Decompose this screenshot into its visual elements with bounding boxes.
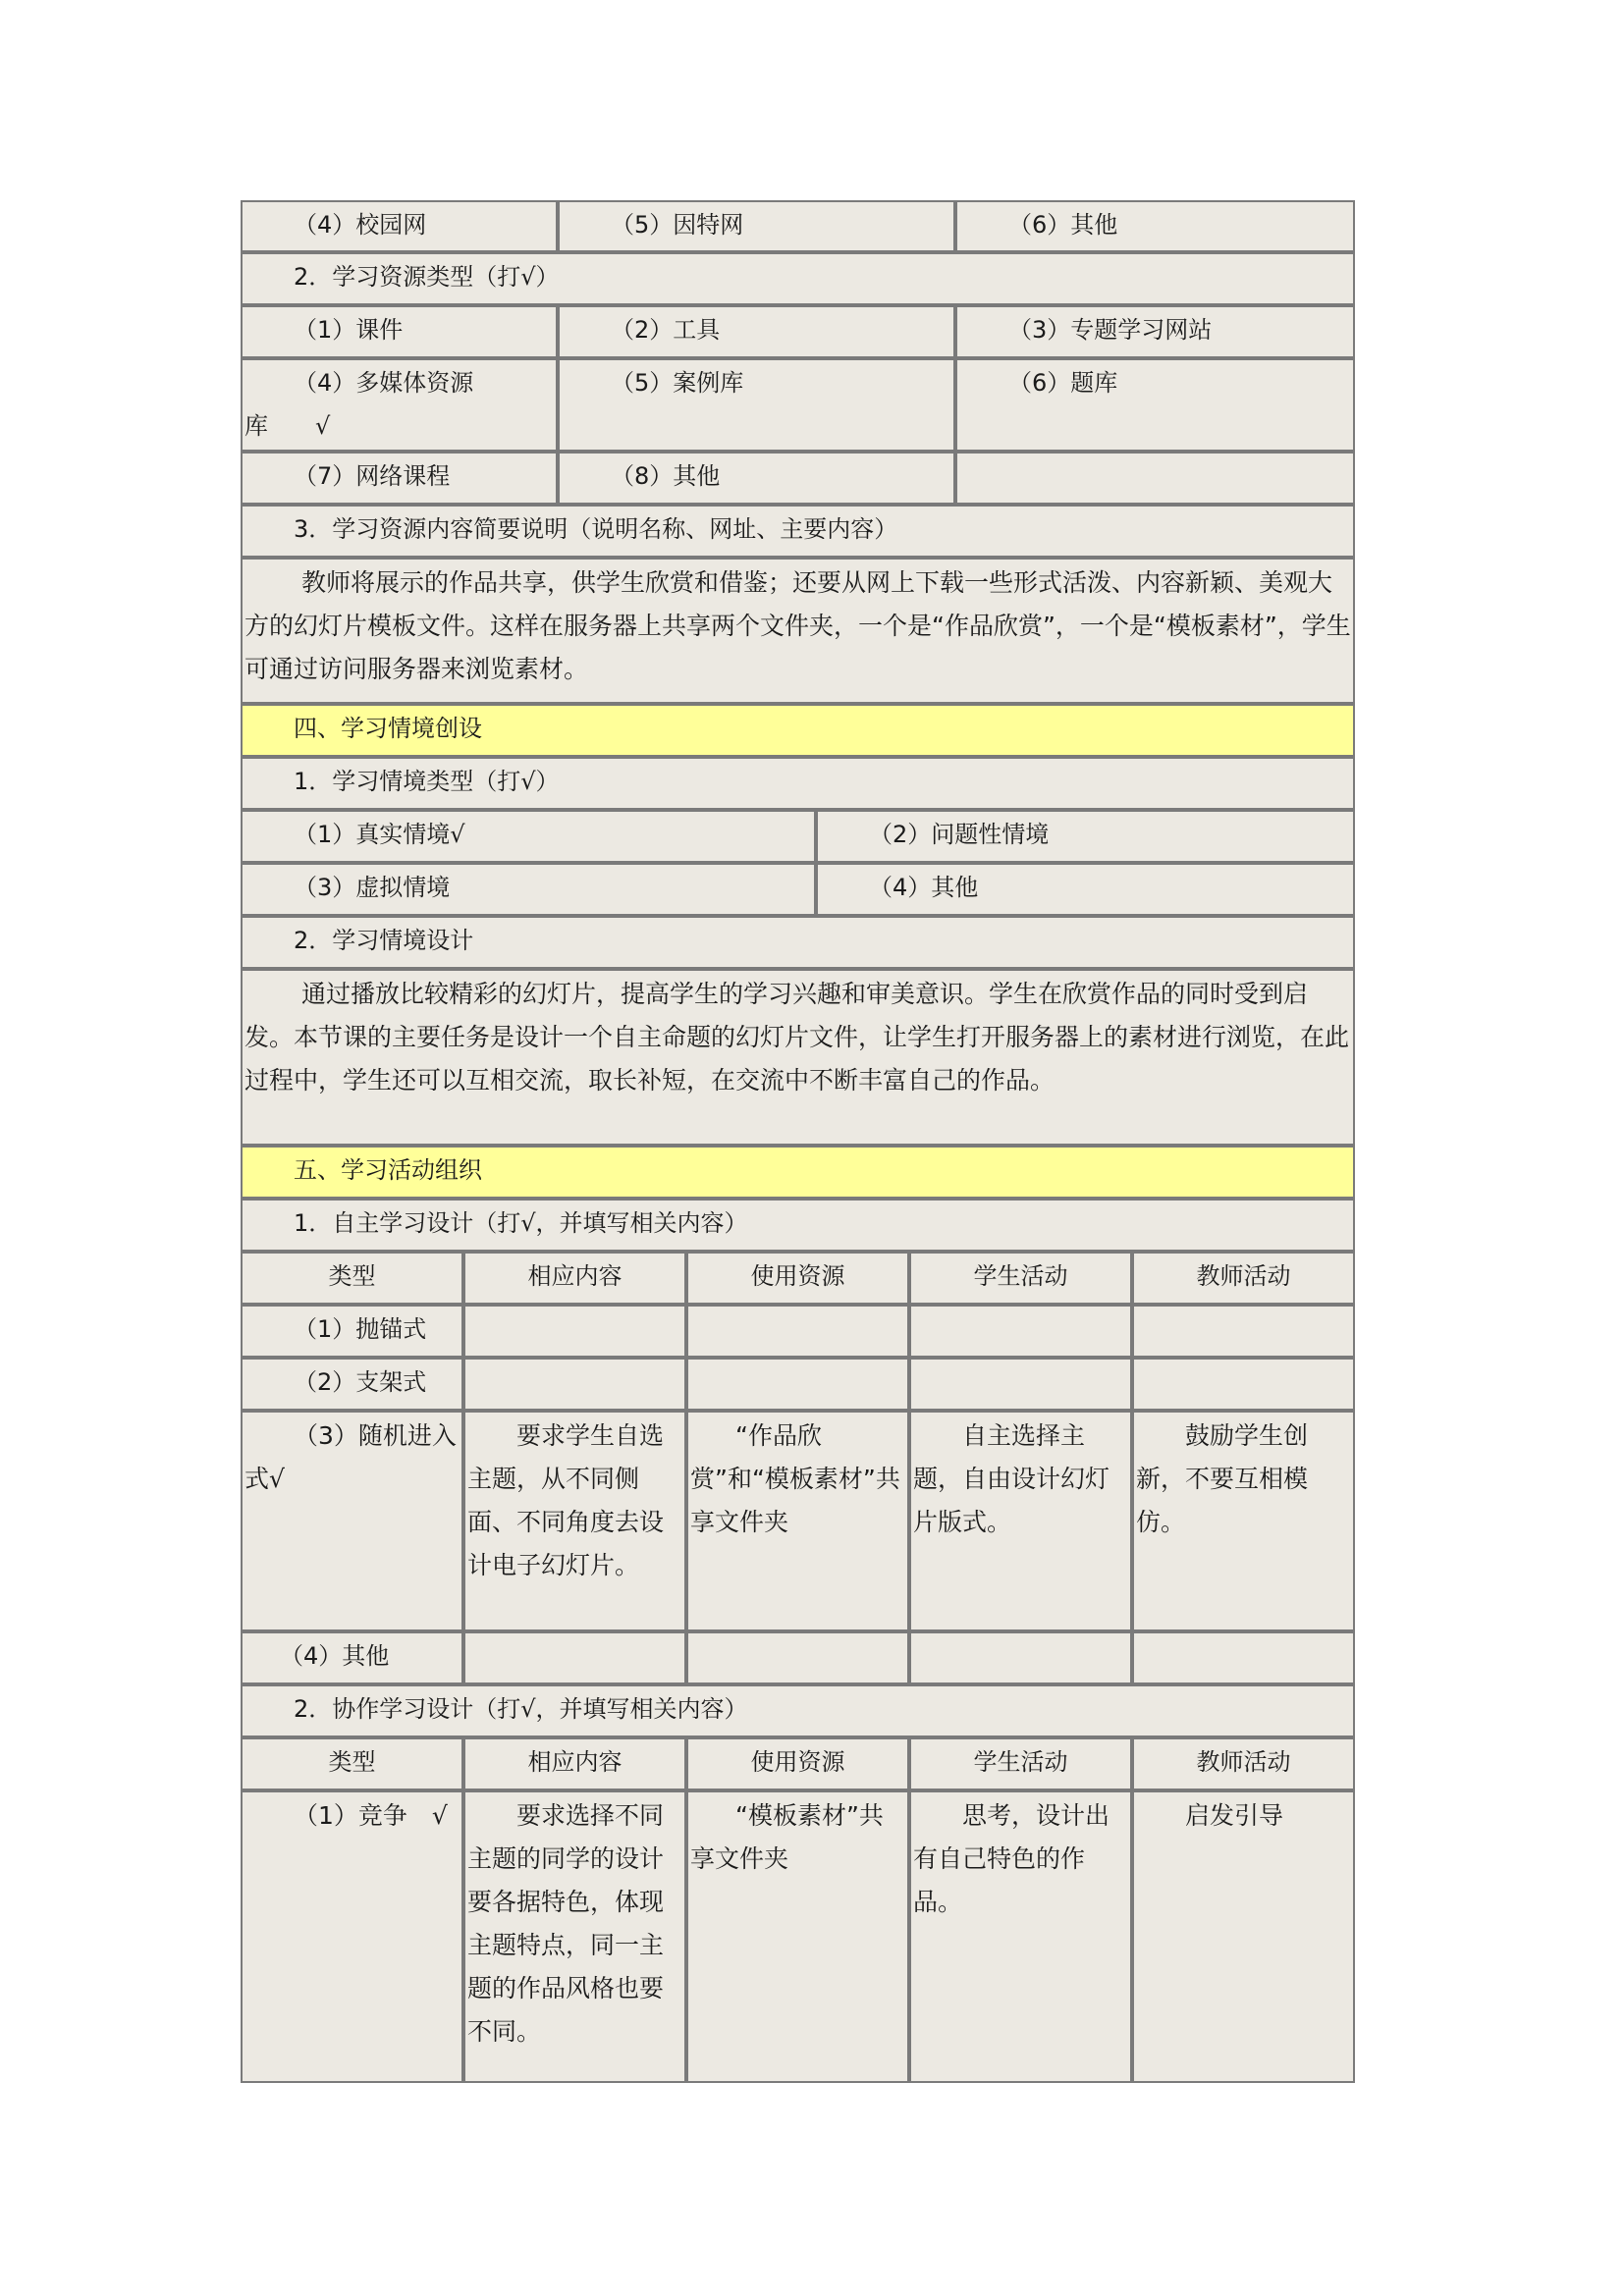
internet-cell bbox=[558, 200, 955, 252]
coop-learning-title-text: 2．协作学习设计（打√，并填写相关内容） bbox=[294, 1695, 748, 1723]
problem-situation-cell bbox=[816, 810, 1355, 863]
case-lib-cell bbox=[558, 358, 955, 452]
compete-type-cell bbox=[241, 1790, 463, 2083]
situation-other-cell bbox=[816, 863, 1355, 916]
situation-other-label: （4）其他 bbox=[869, 874, 979, 901]
section5-heading bbox=[241, 1146, 1355, 1199]
situation-type-title-text: 1．学习情境类型（打√） bbox=[294, 768, 560, 795]
scaffold-resource-cell bbox=[686, 1358, 909, 1411]
campus-net-label: （4）校园网 bbox=[294, 211, 427, 239]
coop-header-student-text: 学生活动 bbox=[973, 1748, 1068, 1776]
case-lib-label: （5）案例库 bbox=[611, 369, 744, 397]
situation-design-body bbox=[241, 969, 1355, 1146]
virtual-situation-cell bbox=[241, 863, 816, 916]
compete-label: （1）竞争 √ bbox=[294, 1801, 448, 1830]
scaffold-label: （2）支架式 bbox=[294, 1368, 427, 1396]
anchor-student-cell bbox=[909, 1305, 1132, 1358]
random-content-text: 要求学生自选主题，从不同侧面、不同角度去设计电子幻灯片。 bbox=[467, 1421, 665, 1579]
random-label-line1: （3）随机进入 bbox=[294, 1421, 457, 1450]
tool-label: （2）工具 bbox=[611, 316, 721, 344]
random-teacher-cell bbox=[1132, 1411, 1355, 1631]
self-other-resource-cell bbox=[686, 1631, 909, 1684]
empty-cell bbox=[955, 452, 1355, 505]
situation-design-title-text: 2．学习情境设计 bbox=[294, 927, 474, 954]
random-content-cell bbox=[463, 1411, 686, 1631]
question-bank-cell bbox=[955, 358, 1355, 452]
header-type-text: 类型 bbox=[328, 1262, 376, 1290]
coop-header-student bbox=[909, 1737, 1132, 1790]
topic-site-label: （3）专题学习网站 bbox=[1008, 316, 1213, 344]
random-teacher-text: 鼓励学生创新，不要互相模仿。 bbox=[1136, 1421, 1309, 1536]
resource-types-title bbox=[241, 252, 1355, 305]
anchor-resource-cell bbox=[686, 1305, 909, 1358]
tool-cell bbox=[558, 305, 955, 358]
header-student-text: 学生活动 bbox=[973, 1262, 1068, 1290]
anchor-type-cell bbox=[241, 1305, 463, 1358]
random-resource-cell bbox=[686, 1411, 909, 1631]
self-header-student bbox=[909, 1252, 1132, 1305]
resource-desc-title-text: 3．学习资源内容简要说明（说明名称、网址、主要内容） bbox=[294, 515, 898, 543]
compete-teacher-text: 启发引导 bbox=[1185, 1801, 1284, 1830]
resource-desc-body bbox=[241, 558, 1355, 704]
multimedia-cell bbox=[241, 358, 558, 452]
self-header-teacher bbox=[1132, 1252, 1355, 1305]
self-other-content-cell bbox=[463, 1631, 686, 1684]
online-course-cell bbox=[241, 452, 558, 505]
random-resource-text: “作品欣赏”和“模板素材”共享文件夹 bbox=[690, 1421, 900, 1536]
self-other-teacher-cell bbox=[1132, 1631, 1355, 1684]
types-other-label: （8）其他 bbox=[611, 462, 721, 490]
compete-content-cell bbox=[463, 1790, 686, 2083]
section4-heading-text: 四、学习情境创设 bbox=[294, 715, 482, 742]
coop-header-resource-text: 使用资源 bbox=[750, 1748, 845, 1776]
header-resource-text: 使用资源 bbox=[750, 1262, 845, 1290]
real-situation-label: （1）真实情境√ bbox=[294, 821, 465, 848]
platform-other-label: （6）其他 bbox=[1008, 211, 1118, 239]
situation-design-body-text: 通过播放比较精彩的幻灯片，提高学生的学习兴趣和审美意识。学生在欣赏作品的同时受到启发。本节课的主要任务是设计一个自主命题的幻灯片文件，让学生打开服务器上的素材进行浏览，在此过程中，学生还可以互相交流，取长补短，在交流中不断丰富自己的作品。 bbox=[244, 980, 1350, 1095]
self-header-resource bbox=[686, 1252, 909, 1305]
self-other-student-cell bbox=[909, 1631, 1132, 1684]
header-teacher-text: 教师活动 bbox=[1196, 1262, 1291, 1290]
anchor-label: （1）抛锚式 bbox=[294, 1315, 427, 1343]
multimedia-label-line1: （4）多媒体资源 bbox=[294, 369, 474, 397]
scaffold-student-cell bbox=[909, 1358, 1132, 1411]
scaffold-type-cell bbox=[241, 1358, 463, 1411]
courseware-label: （1）课件 bbox=[294, 316, 404, 344]
topic-site-cell bbox=[955, 305, 1355, 358]
self-header-type bbox=[241, 1252, 463, 1305]
anchor-content-cell bbox=[463, 1305, 686, 1358]
self-learning-title-text: 1．自主学习设计（打√，并填写相关内容） bbox=[294, 1209, 748, 1237]
resource-types-title-text: 2．学习资源类型（打√） bbox=[294, 263, 560, 291]
courseware-cell bbox=[241, 305, 558, 358]
compete-student-cell bbox=[909, 1790, 1132, 2083]
self-other-type-cell bbox=[241, 1631, 463, 1684]
coop-header-teacher-text: 教师活动 bbox=[1196, 1748, 1291, 1776]
compete-resource-text: “模板素材”共享文件夹 bbox=[690, 1801, 884, 1873]
coop-header-type bbox=[241, 1737, 463, 1790]
situation-design-title bbox=[241, 916, 1355, 969]
coop-header-teacher bbox=[1132, 1737, 1355, 1790]
random-label-line2: 式√ bbox=[244, 1465, 285, 1493]
question-bank-label: （6）题库 bbox=[1008, 369, 1118, 397]
lesson-plan-table bbox=[241, 200, 1355, 2083]
self-header-content bbox=[463, 1252, 686, 1305]
random-student-text: 自主选择主题，自由设计幻灯片版式。 bbox=[913, 1421, 1110, 1536]
self-other-label: （4）其他 bbox=[280, 1642, 390, 1670]
scaffold-teacher-cell bbox=[1132, 1358, 1355, 1411]
compete-resource-cell bbox=[686, 1790, 909, 2083]
resource-desc-body-text: 教师将展示的作品共享，供学生欣赏和借鉴；还要从网上下载一些形式活泼、内容新颖、美观大方的幻灯片模板文件。这样在服务器上共享两个文件夹，一个是“作品欣赏”，一个是“模板素材”，学生可通过访问服务器来浏览素材。 bbox=[244, 568, 1351, 683]
situation-type-title bbox=[241, 757, 1355, 810]
coop-header-resource bbox=[686, 1737, 909, 1790]
scaffold-content-cell bbox=[463, 1358, 686, 1411]
virtual-situation-label: （3）虚拟情境 bbox=[294, 874, 451, 901]
self-learning-title bbox=[241, 1199, 1355, 1252]
compete-teacher-cell bbox=[1132, 1790, 1355, 2083]
problem-situation-label: （2）问题性情境 bbox=[869, 821, 1050, 848]
coop-learning-title bbox=[241, 1684, 1355, 1737]
random-student-cell bbox=[909, 1411, 1132, 1631]
platform-other-cell bbox=[955, 200, 1355, 252]
internet-label: （5）因特网 bbox=[611, 211, 744, 239]
random-type-cell bbox=[241, 1411, 463, 1631]
compete-student-text: 思考，设计出有自己特色的作品。 bbox=[913, 1801, 1110, 1916]
header-content-text: 相应内容 bbox=[527, 1262, 623, 1290]
resource-desc-title bbox=[241, 505, 1355, 558]
multimedia-label-line2: 库 √ bbox=[244, 412, 331, 440]
campus-net-cell bbox=[241, 200, 558, 252]
real-situation-cell bbox=[241, 810, 816, 863]
section5-heading-text: 五、学习活动组织 bbox=[294, 1156, 482, 1184]
online-course-label: （7）网络课程 bbox=[294, 462, 451, 490]
anchor-teacher-cell bbox=[1132, 1305, 1355, 1358]
compete-content-text: 要求选择不同主题的同学的设计要各据特色，体现主题特点，同一主题的作品风格也要不同。 bbox=[467, 1801, 665, 2046]
coop-header-content bbox=[463, 1737, 686, 1790]
section4-heading bbox=[241, 704, 1355, 757]
types-other-cell bbox=[558, 452, 955, 505]
coop-header-content-text: 相应内容 bbox=[527, 1748, 623, 1776]
coop-header-type-text: 类型 bbox=[328, 1748, 376, 1776]
